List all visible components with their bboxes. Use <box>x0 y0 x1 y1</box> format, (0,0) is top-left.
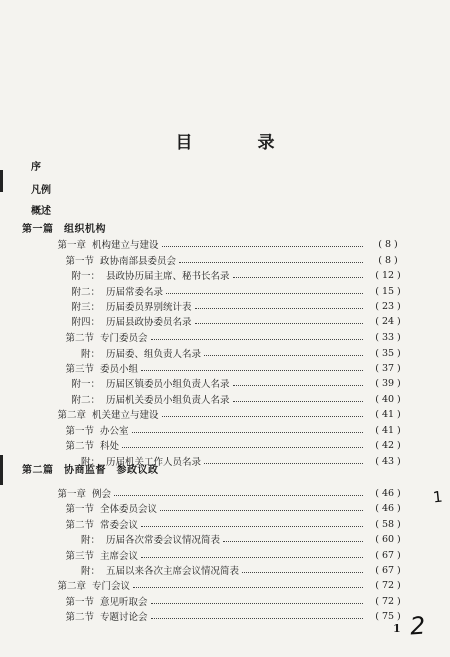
toc-entry-title: 例会 <box>92 489 112 500</box>
toc-entry[interactable] <box>62 532 410 546</box>
toc-entry[interactable] <box>62 563 410 577</box>
toc-entry-title: 历届各次常委会议情况简表 <box>106 535 221 546</box>
toc-entry-page: ( 33 ) <box>375 331 401 343</box>
toc-leader-dots <box>195 323 363 324</box>
toc-entry-page: ( 15 ) <box>375 285 401 297</box>
toc-leader-dots <box>162 246 363 247</box>
toc-entry-title: 历届常委名录 <box>106 287 164 298</box>
toc-entry[interactable] <box>62 284 410 298</box>
toc-entry-title: 主席会议 <box>100 551 139 562</box>
toc-leader-dots <box>141 370 363 371</box>
toc-entry[interactable] <box>62 392 410 406</box>
toc-notes[interactable]: 凡例 <box>31 185 51 196</box>
toc-entry-label: 第三节 <box>65 551 94 562</box>
toc-leader-dots <box>122 447 363 448</box>
toc-entry-page: ( 67 ) <box>375 549 401 561</box>
toc-entry[interactable] <box>48 407 410 421</box>
toc-entry-page: ( 42 ) <box>375 439 401 451</box>
toc-entry-title: 全体委员会议 <box>100 504 158 515</box>
toc-entry-label: 附四： <box>71 317 100 328</box>
handwritten-number: 2 <box>409 611 427 641</box>
toc-leader-dots <box>179 262 363 263</box>
toc-entry-title: 意见听取会 <box>100 597 148 608</box>
toc-entry[interactable] <box>48 237 410 251</box>
toc-entry-title: 历届县政协委员名录 <box>106 317 192 328</box>
toc-overview[interactable]: 概述 <box>31 206 51 217</box>
toc-leader-dots <box>132 432 363 433</box>
toc-entry-page: ( 40 ) <box>375 393 401 405</box>
toc-entry-label: 第二节 <box>65 441 94 452</box>
toc-preface[interactable]: 序 <box>31 162 41 173</box>
toc-entry-title: 县政协历届主席、秘书长名录 <box>106 271 230 282</box>
toc-entry-page: ( 24 ) <box>375 315 401 327</box>
toc-entry[interactable] <box>56 253 410 267</box>
toc-entry-page: ( 58 ) <box>375 518 401 530</box>
toc-entry-title: 委员小组 <box>100 364 139 375</box>
toc-leader-dots <box>204 355 363 356</box>
toc-entry[interactable] <box>56 594 410 608</box>
toc-entry-page: ( 46 ) <box>375 502 401 514</box>
toc-leader-dots <box>133 587 363 588</box>
toc-entry-label: 第二节 <box>65 333 94 344</box>
toc-entry-page: ( 41 ) <box>375 408 401 420</box>
toc-entry-page: ( 23 ) <box>375 300 401 312</box>
scan-edge-mark <box>0 170 3 192</box>
scan-edge-mark <box>0 455 3 485</box>
toc-entry-label: 第二节 <box>65 520 94 531</box>
toc-entry-title: 历届委、组负责人名录 <box>106 349 202 360</box>
toc-entry[interactable] <box>48 486 410 500</box>
toc-entry[interactable] <box>56 361 410 375</box>
toc-entry-label: 附： <box>80 349 100 360</box>
toc-entry[interactable] <box>62 454 410 468</box>
toc-entry-label: 第一节 <box>65 597 94 608</box>
toc-entry-label: 附： <box>80 535 100 546</box>
toc-leader-dots <box>160 510 363 511</box>
toc-entry-page: ( 12 ) <box>375 269 401 281</box>
page-title: 目 录 <box>175 133 299 153</box>
toc-leader-dots <box>151 618 363 619</box>
toc-entry[interactable] <box>62 314 410 328</box>
toc-entry-page: ( 60 ) <box>375 533 401 545</box>
toc-leader-dots <box>233 277 363 278</box>
toc-entry-page: ( 35 ) <box>375 347 401 359</box>
toc-entry-page: ( 8 ) <box>378 254 398 266</box>
toc-entry[interactable] <box>56 501 410 515</box>
toc-leader-dots <box>233 401 363 402</box>
toc-entry-page: ( 72 ) <box>375 579 401 591</box>
toc-entry[interactable] <box>62 346 410 360</box>
toc-leader-dots <box>151 339 363 340</box>
toc-entry-label: 附二： <box>71 287 100 298</box>
toc-entry[interactable] <box>62 299 410 313</box>
toc-entry-label: 第二章 <box>57 410 86 421</box>
toc-entry-page: ( 8 ) <box>378 238 398 250</box>
page-number: 1 <box>393 622 401 635</box>
toc-entry-page: ( 43 ) <box>375 455 401 467</box>
toc-entry-title: 政协南部县委员会 <box>100 256 177 267</box>
toc-entry-title: 专题讨论会 <box>100 612 148 623</box>
toc-leader-dots <box>242 572 363 573</box>
toc-entry-title: 历届机关工作人员名录 <box>106 457 202 468</box>
toc-part-2[interactable]: 第二篇 协商监督 参政议政 <box>22 465 159 476</box>
toc-entry-title: 专门委员会 <box>100 333 148 344</box>
toc-entry-title: 机构建立与建设 <box>92 240 159 251</box>
toc-entry-label: 附二： <box>71 395 100 406</box>
toc-entry-label: 附一： <box>71 271 100 282</box>
toc-entry[interactable] <box>48 578 410 592</box>
toc-entry-label: 附三： <box>71 302 100 313</box>
toc-leader-dots <box>195 308 363 309</box>
toc-leader-dots <box>141 557 363 558</box>
toc-entry-page: ( 75 ) <box>375 610 401 622</box>
toc-leader-dots <box>114 495 363 496</box>
toc-entry-page: ( 72 ) <box>375 595 401 607</box>
toc-entry-title: 机关建立与建设 <box>92 410 159 421</box>
toc-entry-label: 附： <box>80 566 100 577</box>
toc-entry-label: 第一节 <box>65 426 94 437</box>
toc-leader-dots <box>151 603 363 604</box>
toc-leader-dots <box>233 385 363 386</box>
toc-entry-title: 科处 <box>100 441 120 452</box>
toc-entry-label: 附： <box>80 457 100 468</box>
toc-entry[interactable] <box>56 548 410 562</box>
toc-part-1[interactable]: 第一篇 组织机构 <box>22 224 106 235</box>
toc-entry-label: 第二节 <box>65 612 94 623</box>
toc-entry[interactable] <box>56 423 410 437</box>
toc-entry[interactable] <box>56 609 410 623</box>
toc-entry-page: ( 67 ) <box>375 564 401 576</box>
toc-leader-dots <box>166 293 363 294</box>
toc-entry-title: 五届以来各次主席会议情况简表 <box>106 566 240 577</box>
toc-leader-dots <box>162 416 363 417</box>
toc-entry[interactable] <box>62 268 410 282</box>
toc-entry-title: 历届委员界别统计表 <box>106 302 192 313</box>
toc-entry-label: 第三节 <box>65 364 94 375</box>
toc-entry-title: 常委会议 <box>100 520 139 531</box>
toc-entry-title: 历届机关委员小组负责人名录 <box>106 395 230 406</box>
toc-leader-dots <box>204 463 363 464</box>
toc-entry-label: 附一： <box>71 379 100 390</box>
toc-entry-page: ( 41 ) <box>375 424 401 436</box>
handwritten-mark: 1 <box>432 487 444 507</box>
toc-entry-page: ( 46 ) <box>375 487 401 499</box>
toc-leader-dots <box>223 541 363 542</box>
toc-entry-page: ( 37 ) <box>375 362 401 374</box>
toc-entry-label: 第一章 <box>57 489 86 500</box>
toc-entry-title: 办公室 <box>100 426 129 437</box>
toc-entry-label: 第一节 <box>65 504 94 515</box>
toc-entry[interactable] <box>56 517 410 531</box>
toc-entry-label: 第二章 <box>57 581 86 592</box>
toc-entry-label: 第一节 <box>65 256 94 267</box>
toc-entry[interactable] <box>62 376 410 390</box>
toc-entry-label: 第一章 <box>57 240 86 251</box>
toc-entry-page: ( 39 ) <box>375 377 401 389</box>
toc-leader-dots <box>141 526 363 527</box>
toc-entry-title: 专门会议 <box>92 581 131 592</box>
toc-entry[interactable] <box>56 330 410 344</box>
toc-entry[interactable] <box>56 438 410 452</box>
toc-entry-title: 历届区镇委员小组负责人名录 <box>106 379 230 390</box>
